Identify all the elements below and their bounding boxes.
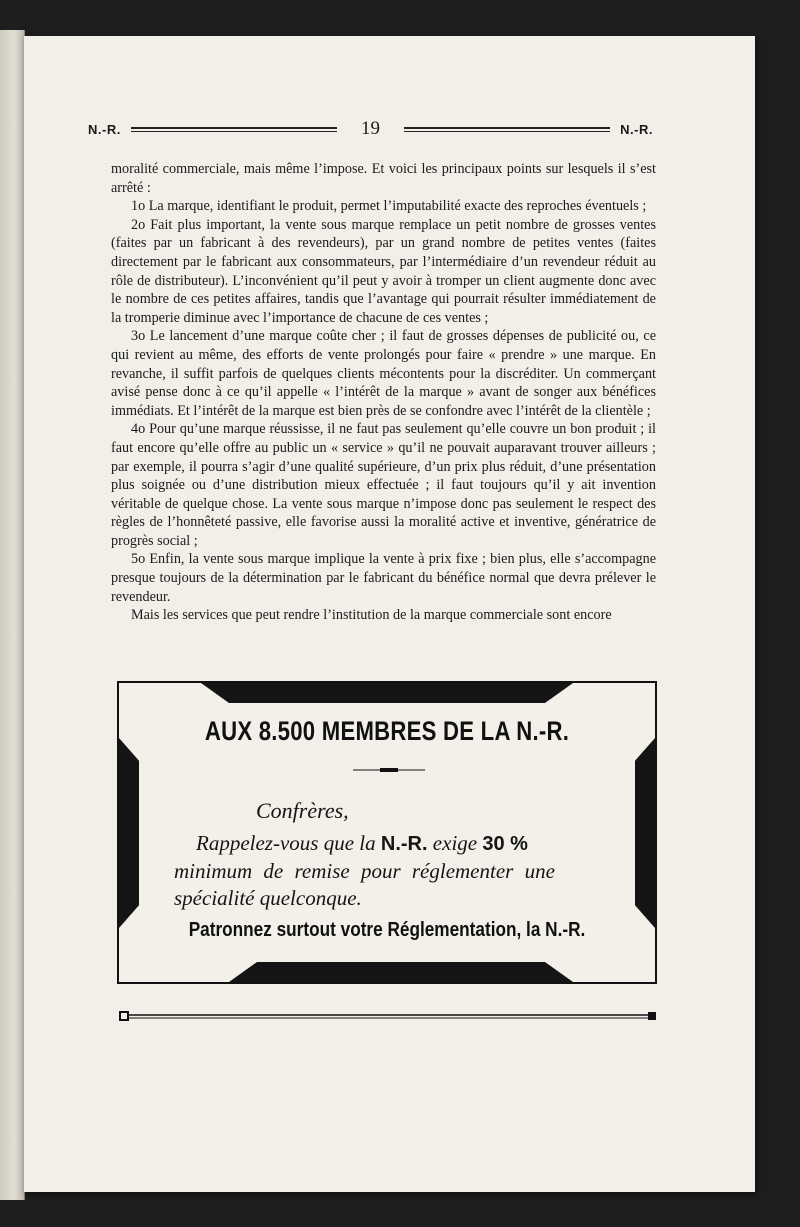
- ad-line-1-text-c: exige: [427, 831, 483, 855]
- body-text: [111, 160, 656, 625]
- adjacent-page-edge: [0, 30, 25, 1200]
- footer-rule-ornament: [119, 1010, 657, 1022]
- paragraph-point-4: 4o Pour qu’une marque réussisse, il ne faut pas seulement qu’elle couvre un bon produit ; il faut encore qu’elle offre au public un « service » qu’il ne pouvait auparavant trouver ailleurs ; par exemple, il pourra s’agir d’une qualité supérieure, d’un prix plus réduit, d’une présentation plus soignée ou d’une distribution mieux effectuée ; il faut toujours qu’il y ait invention véritable de quelque chose. La vente sous marque n’impose donc pas seulement le respect des règles de l’honnêteté passive, elle favorise aussi la moralité active et inventive, génératrice de progrès social ;: [111, 421, 656, 549]
- ad-frame-left-band: [119, 738, 139, 928]
- ad-line-1-text-a: Rappelez-vous que la: [196, 831, 381, 855]
- ad-salutation: Confrères,: [256, 798, 349, 823]
- ad-frame-bottom-band: [257, 962, 545, 982]
- page-number: 19: [361, 118, 380, 139]
- ornament-divider-icon: [353, 767, 425, 773]
- paragraph-point-5: 5o Enfin, la vente sous marque implique la vente à prix fixe ; bien plus, elle s’accompagne presque toujours de la détermination par le fabricant du bénéfice normal que devra prélever le revendeur.: [111, 551, 656, 605]
- ad-line-1-percent: 30 %: [482, 833, 528, 855]
- paragraph-intro: moralité commerciale, mais même l’impose. Et voici les principaux points sur lesquels il s’est arrêté :: [111, 161, 656, 196]
- paragraph-point-2: 2o Fait plus important, la vente sous marque remplace un petit nombre de grosses ventes (faites par un fabricant à des revendeurs), par un grand nombre de petites ventes (faites directement par le fabricant aux consommateurs, par l’intermédiaire d’un revendeur réduit au rôle de distributeur). L’inconvénient qu’il peut y avoir à tromper un client augmente donc avec le nombre de ces petites affaires, tandis que l’avantage qui pourrait résulter immédiatement de la tromperie diminue avec l’importance de chacune de ces ventes ;: [111, 216, 656, 326]
- header-right-label: N.-R.: [620, 121, 653, 137]
- ad-line-2: minimum de remise pour réglementer une: [174, 859, 555, 883]
- paragraph-point-1: 1o La marque, identifiant le produit, permet l’imputabilité exacte des reproches éventuels ;: [131, 198, 647, 215]
- advertisement-box: [117, 681, 657, 984]
- paragraph-point-3: 3o Le lancement d’une marque coûte cher ; il faut de grosses dépenses de publicité ou, ce qui revient au même, des efforts de vente prolongés pour faire « prendre » une marque. En revanche, il suffit parfois de quelques clients mécontents pour la discréditer. Un commerçant avisé pense donc à ce qu’il appelle « l’intérêt de la marque » avant de songer aux bénéfices immédiats. Et l’intérêt de la marque est bien près de se confondre avec l’intérêt de la clientèle ;: [111, 328, 656, 419]
- page-header: [88, 119, 653, 139]
- header-rule-left: [131, 127, 337, 132]
- paragraph-closing: Mais les services que peut rendre l’institution de la marque commerciale sont encore: [131, 607, 612, 624]
- ad-line-3: spécialité quelconque.: [174, 886, 362, 910]
- ad-frame-top-band: [229, 683, 545, 703]
- header-rule-right: [404, 127, 610, 132]
- ad-closing-line: Patronnez surtout votre Réglementation, la N.-R.: [188, 919, 586, 941]
- ad-headline: AUX 8.500 MEMBRES DE LA N.-R.: [204, 716, 570, 746]
- ad-frame-right-band: [635, 738, 655, 928]
- ad-line-1: [196, 831, 528, 856]
- header-left-label: N.-R.: [88, 121, 121, 137]
- ad-line-1-nr: N.-R.: [380, 833, 428, 855]
